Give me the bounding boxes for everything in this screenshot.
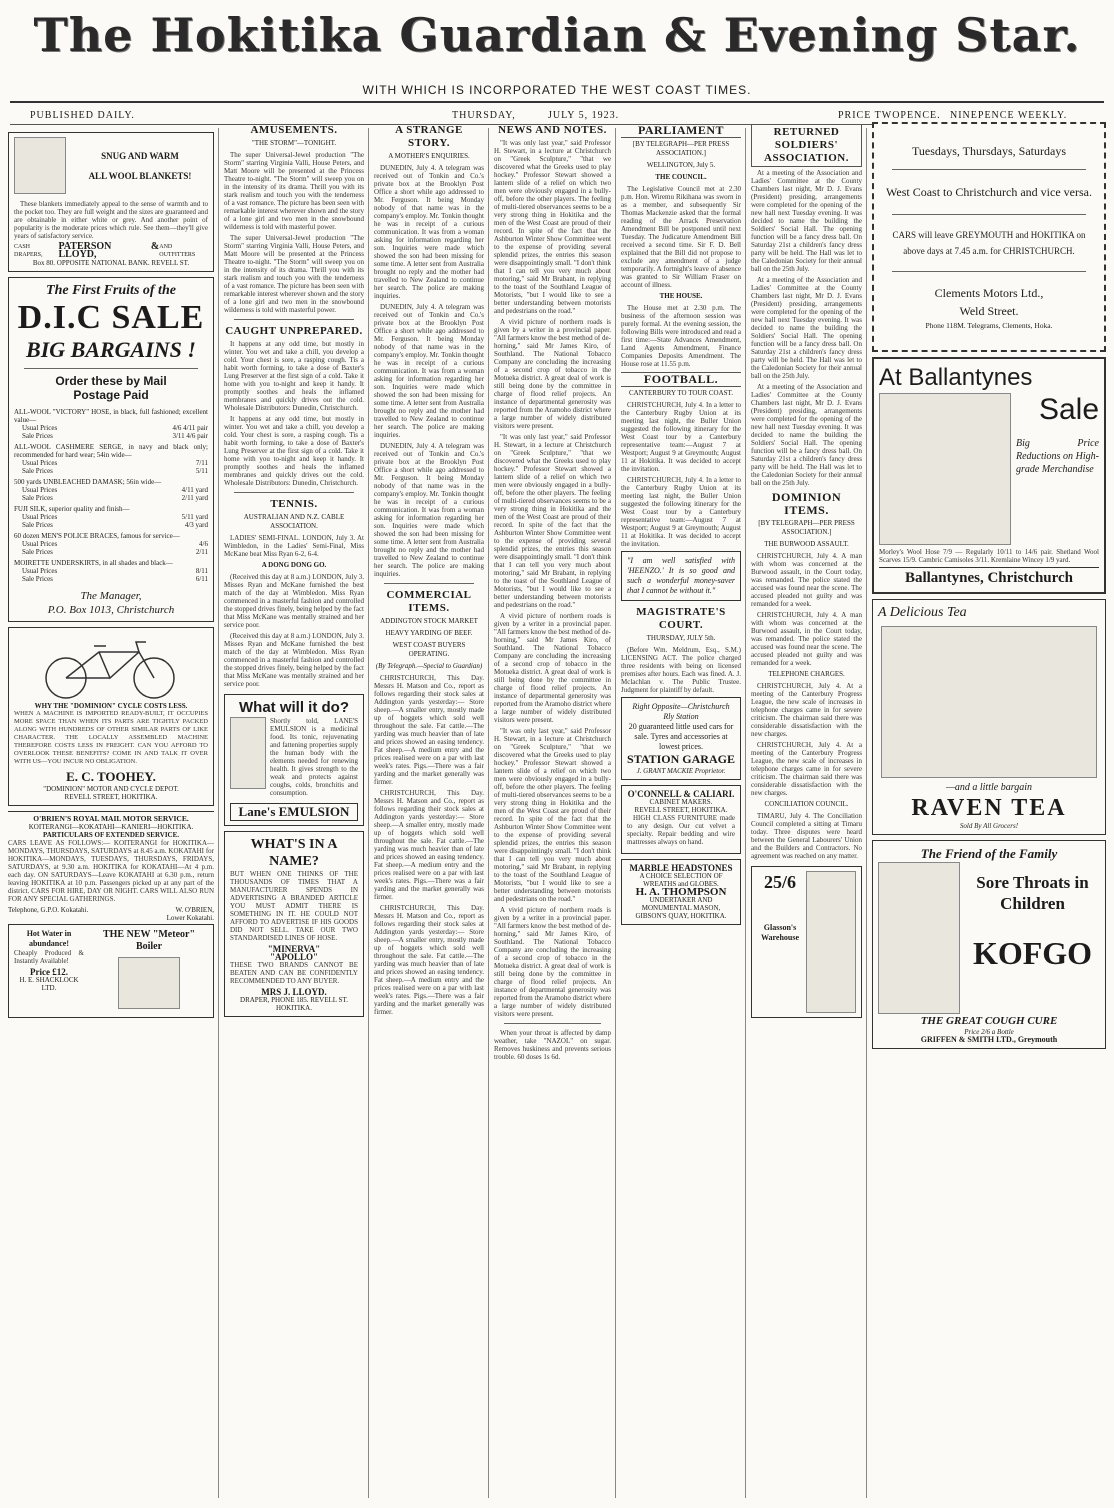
station-sub: J. GRANT MACKIE Proprietor. (636, 767, 726, 775)
marble-body: A CHOICE SELECTION OF WREATHS and GLOBES. (639, 872, 723, 888)
boiler-illustration (118, 957, 180, 1009)
rsa-body-cont: At a meeting of the Association and Ladies' Committee at the County Chambers last night, Mr D. J. Evans (President) presiding, arrangements were completed for the opening of the new hall next Tuesday evening. It was decided to name the building the Soldiers' Social Hall. The opening function will be a fancy dress ball. On Saturday 21st a children's fancy dress party will be held. The Hall was let to the Caledonian Society for their annual ball on the 25th July. (751, 276, 862, 380)
dic-item-list (14, 408, 208, 583)
name-body: BUT WHEN ONE THINKS OF THE THOUSANDS OF TIMES THAT A MANUFACTURER SPENDS IN ADVERTISING A BRANDED ARTICLE YOU MUST ADMIT THERE IS SOMETHING IN IT. HE COULD NOT AFFORD TO ADVERTISE IF HIS GOODS DID NOT SELL. TAKE OUR TWO STANDARDISED LINES OF HOSE. (230, 870, 358, 942)
news-body2-cont2: A vivid picture of northern roads is given by a writer in a provincial paper. "All farmers know the best method of de-horning," said Mr James Kiro, of Southland. The National Tobacco Company are concluding the increasing of a second crop of tobacco in the Motueka district. A great deal of work is still being done by the committee in charge of flood relief projects. An instance of departmental generosity was reported from the Aramoho district where a large number of widely distributed visitors were present. (494, 906, 611, 1018)
dic-item-name: ALL-WOOL "VICTORY" HOSE, in black, full fashioned; excellent value— (14, 408, 208, 424)
raven-tea-ad (872, 599, 1106, 835)
kofgo-sore: Sore Throats in Children (976, 873, 1089, 913)
marble-address: GIBSON'S QUAY, HOKITIKA. (635, 912, 727, 920)
ballantynes-sign: Ballantynes, Christchurch (879, 567, 1099, 588)
news-body2: A vivid picture of northern roads is given by a writer in a provincial paper. "All farmers know the best method of de-horning," said Mr James Kiro, of Southland. The National Tobacco Company are concluding the increasing of a second crop of tobacco in the Motueka district. A great deal of work is still being done by the committee in charge of flood relief projects. An instance of departmental generosity was reported from the Aramoho district where a large number of widely distributed visitors were present. (494, 318, 611, 430)
lanes-heading: What will it do? (239, 699, 349, 716)
parliament-place: WELLINGTON, July 5. (646, 161, 716, 169)
commercial-body-cont: CHRISTCHURCH, This Day. Messrs H. Matson and Co., report as follows regarding their stock sales at Addington yards yesterday:— Store sheep.—A smaller entry, mostly made up of hoggets which sold well throughout the sale. Fat cattle.—The yarding was much heavier than of late and prices showed an easing tendency. Fat sheep.—A medium entry and the prices realised were on a par with last week's rates. Pigs.—There was a fair yarding and the market generally was firmer. (374, 789, 484, 901)
kofgo-brand: KOFGO (972, 935, 1093, 971)
dic-usual-price: 4/6 (199, 540, 208, 548)
strange-body-cont: DUNEDIN, July 4. A telegram was received out of Tonkin and Co.'s private box at the Brooklyn Post Office a short while ago addressed to Mr. Ferguson. It being Monday nobody of that name was in the company's employ. Mr. Tonkin thought he was in receipt of a curious communication. It was from a woman asking for information regarding her son. Inquiries were made which showed the son had been missing for some time. A letter sent from Australia brought no reply and the mother had travelled to New Zealand to continue her search. The police are making inquiries. (374, 303, 484, 439)
dic-subtitle: BIG BARGAINS ! (26, 337, 196, 362)
dic-usual-price: 8/11 (195, 567, 208, 575)
mail-body: CARS LEAVE AS FOLLOWS:— KOITERANGI for HOKITIKA—MONDAYS, THURSDAYS, SATURDAYS at 8.45 a.m. KOKATAHI for HOKITIKA—MONDAYS, TUESDAYS, THURSDAYS, FRIDAYS, SATURDAYS, at 9.30 a.m. HOKITIKA for KOKATAHI—At 4 p.m. each day. ON SATURDAYS—Leave KOKATAHI at 6.30 p.m., return leaving HOKITIKA at 10 p.m. Passengers picked up at any part of the district. CARS FOR HIRE, DAY OR NIGHT. CARS WILL ALSO RUN FOR ANY SPECIAL GATHERINGS. (8, 839, 214, 903)
amusements-subheading: "THE STORM"—TONIGHT. (251, 139, 337, 147)
dic-item (14, 408, 208, 440)
toohey-sub: "DOMINION" MOTOR AND CYCLE DEPOT. (43, 785, 179, 793)
mail-telephone: Telephone, G.P.O. Kokatahi. (8, 906, 89, 914)
paterson-lloyd-ad (8, 132, 214, 272)
kofgo-firm: GRIFFEN & SMITH LTD., Greymouth (920, 1035, 1058, 1044)
marble-sub: UNDERTAKER AND MONUMENTAL MASON, (641, 896, 721, 912)
column-divider (615, 128, 616, 1498)
heenzo-ad: "I am well satisfied with 'HEENZO.' It is so good and such a wonderful money-saver that I cannot be without it." (621, 551, 741, 601)
parliament-heading: PARLIAMENT (621, 124, 741, 138)
dic-usual-label: Usual Prices (22, 424, 58, 432)
dic-sale-label: Sale Prices (22, 467, 53, 475)
column-6 (751, 120, 862, 1500)
news-body-cont: "It was only last year," said Professor H. Stewart, in a lecture at Christchurch on "Greek Sculpture," "that we discovered what the Greeks used to play hockey." Professor Stewart showed a lantern slide of a relief on which two men were obviously engaged in a bully-off, before the other players. The feeling of multi-tiered observances seems to be a very strong thing in Hokitika and the men of the West Coast are proud of their record. In spite of the fact that the Ashburton Winter Show Committee went to the expense of providing several splendid prizes, the entries this season were disappointingly small. "I don't think that I can tell you very much about motoring," said Mr Brabant, in replying to the toast of the Southland League of Motorists, "but I would like to see a better understanding between motorists and pedestrians on the road." (494, 433, 611, 609)
strange-body: DUNEDIN, July 4. A telegram was received out of Tonkin and Co.'s private box at the Brooklyn Post Office a short while ago addressed to Mr. Ferguson. It being Monday nobody of that name was in the company's employ. Mr. Tonkin thought he was in receipt of a curious communication. It was from a woman asking for information regarding her son. Inquiries were made which showed the son had been missing for some time. A letter sent from Australia brought no reply and the mother had travelled to New Zealand to continue her search. The police are making inquiries. (374, 164, 484, 300)
mail-title: O'BRIEN'S ROYAL MAIL MOTOR SERVICE. (33, 814, 189, 823)
amusements-body: The super Universal-Jewel production "The Storm" starring Virginia Valli, House Peters, and Matt Moore will be presented at the Princess Theatre to-night. "The Storm" will sweep you on in the intensity of its drama. Thrill you with its stark realism and touch you with the tenderness of a vast romance. The picture has been seen with remarkable interest wherever shown and the story of a lone girl and two men in the snowbound wilderness is told with masterful power. (224, 151, 364, 231)
column-3 (374, 120, 484, 1500)
name-brand-minerva: "MINERVA" (267, 944, 321, 954)
dic-item (14, 505, 208, 529)
dic-usual-label: Usual Prices (22, 540, 58, 548)
station-name: STATION GARAGE (627, 752, 735, 766)
news-body2-cont: A vivid picture of northern roads is given by a writer in a provincial paper. "All farmers know the best method of de-horning," said Mr James Kiro, of Southland. The National Tobacco Company are concluding the increasing of a second crop of tobacco in the Motueka district. A great deal of work is still being done by the committee in charge of flood relief projects. An instance of departmental generosity was reported from the Aramoho district where a large number of widely distributed visitors were present. (494, 612, 611, 724)
dic-item (14, 559, 208, 583)
commercial-sub1: ADDINGTON STOCK MARKET (380, 617, 478, 625)
column-5 (621, 120, 741, 1500)
name-brand-apollo: "APOLLO" (270, 952, 318, 962)
marble-heading: MARBLE HEADSTONES (629, 863, 733, 873)
lady-illustration (879, 393, 1011, 545)
name-sign: MRS J. LLOYD. (261, 987, 327, 997)
magistrate-subheading: THURSDAY, JULY 5th. (646, 634, 716, 642)
dic-sign-box: P.O. Box 1013, Christchurch (47, 604, 175, 616)
dic-usual-price: 7/11 (195, 459, 208, 467)
news-heading: NEWS AND NOTES. (498, 124, 607, 136)
clements-name: Clements Motors Ltd., (934, 286, 1044, 300)
boiler-name: THE NEW "Meteor" Boiler (102, 929, 196, 952)
column-divider (745, 128, 746, 1498)
ballantynes-sale: Sale (1038, 393, 1099, 426)
masthead-title: The Hokitika Guardian & Evening Star. (33, 8, 1081, 62)
magistrate-heading: MAGISTRATE'S COURT. (636, 606, 726, 631)
dateline-date: JULY 5, 1923. (548, 110, 620, 121)
dic-item-name: MOIRETTE UNDERSKIRTS, in all shades and black— (14, 559, 173, 567)
dominion-body-cont: CHRISTCHURCH, July 4. A man with whom was concerned at the Burwood assault, in the Court today, was remanded. The police stated the accused was found near the scene. The accused pleaded not guilty and was remanded for a week. (751, 611, 862, 667)
mother-child-illustration (878, 862, 960, 1014)
masthead-subtitle: WITH WHICH IS INCORPORATED THE WEST COAST TIMES. (362, 83, 752, 97)
glasson-price: 25/6 (763, 872, 796, 892)
tea-tagline: —and a little bargain (945, 782, 1033, 793)
mail-subtitle: PARTICULARS OF EXTENDED SERVICE. (42, 831, 180, 839)
lanes-emulsion-ad (224, 694, 364, 826)
clements-route: West Coast to Christchurch and vice versa. (886, 185, 1092, 199)
ballantynes-at: At Ballantynes (879, 364, 1033, 391)
dic-sale-price: 2/11 yard (181, 494, 208, 502)
bottle-illustration (230, 717, 266, 789)
kofgo-ad (872, 840, 1106, 1049)
name-tail: THESE TWO BRANDS CANNOT BE BEATEN AND CAN BE CONFIDENTLY RECOMMENDED TO ANY BUYER. (230, 961, 358, 985)
parliament-council: THE COUNCIL. (655, 173, 707, 181)
snug-body: These blankets immediately appeal to the sense of warmth and to the pocket too. They are full weight and the sizes are guaranteed and are obtainable in either white or grey. And another point of popularity is the moderate prices which rule. See them—they'll give years of satisfactory service. (14, 200, 208, 240)
thompson-headstones-ad (621, 859, 741, 925)
dic-usual-label: Usual Prices (22, 567, 58, 575)
dong-body-cont: (Received this day at 8 a.m.) LONDON, July 3. Misses Ryan and McKane furnished the best match of the day at Wimbledon. Miss Ryan commenced in a masterful fashion and controlled the stopped drives finely, being helped by the fact that Miss McKane was mentally strained and her service poor. (224, 632, 364, 688)
clements-motors-ad (872, 122, 1106, 352)
kofgo-cure: THE GREAT COUGH CURE (920, 1015, 1058, 1027)
commercial-heading: COMMERCIAL ITEMS. (386, 589, 472, 614)
dic-sale-label: Sale Prices (22, 432, 53, 440)
dic-usual-label: Usual Prices (22, 513, 58, 521)
snug-firm: PATERSON & LLOYD, (58, 241, 160, 260)
clements-days: Tuesdays, Thursdays, Saturdays (911, 144, 1066, 158)
cc-address: REVELL STREET, HOKITIKA. (634, 806, 728, 814)
tennis-body: LADIES' SEMI-FINAL. LONDON, July 3. At Wimbledon, in the Ladies' Semi-Final, Miss McKane beat Miss Ryan 6-2, 6-4. (224, 534, 364, 558)
mail-location: Lower Kokatahi. (166, 914, 214, 922)
magistrate-body: (Before Wm. Meldrum, Esq., S.M.) LICENSING ACT. The police charged three residents with being on licensed premises after hours. Each was fined. A. J. Mclachlan v. The Public Trustee. Judgment for plaintiff by default. (621, 646, 741, 694)
rsa-body-cont2: At a meeting of the Association and Ladies' Committee at the County Chambers last night, Mr D. J. Evans (President) presiding, arrangements were completed for the opening of the new hall next Tuesday evening. It was decided to name the building the Soldiers' Social Hall. The opening function will be a fancy dress ball. On Saturday 21st a children's fancy dress party will be held. The Hall was let to the Caledonian Society for their annual ball on the 25th July. (751, 383, 862, 487)
cycle-caption: WHY THE "DOMINION" CYCLE COSTS LESS. (34, 702, 188, 710)
glasson-name: Glasson's Warehouse (760, 923, 800, 942)
published-daily: PUBLISHED DAILY. (30, 110, 135, 121)
column-divider (218, 128, 219, 1498)
column-4 (494, 120, 611, 1500)
cycle-body: WHEN A MACHINE IS IMPORTED READY-BUILT, IT OCCUPIES MORE SPACE THAN WHEN ITS PARTS ARE TIGHTLY PACKED ALONG WITH HUNDREDS OF OTHER SIMILAR PARTS OF LIKE CHARACTER. THE LOCALLY ASSEMBLED MACHINE THEREFORE COSTS LESS IN FREIGHT. CAN YOU AFFORD TO OVERLOOK THESE BENEFITS? COME IN AND TALK IT OVER WITH US—YOU INCUR NO OBLIGATION. (14, 710, 208, 765)
commercial-body: CHRISTCHURCH, This Day. Messrs H. Matson and Co., report as follows regarding their stock sales at Addington yards yesterday:— Store sheep.—A smaller entry, mostly made up of hoggets which sold well throughout the sale. Fat cattle.—The yarding was much heavier than of late and prices showed an easing tendency. Fat sheep.—A medium entry and the prices realised were on a par with last week's rates. Pigs.—There was a fair yarding and the market generally was firmer. (374, 674, 484, 786)
tennis-subheading: AUSTRALIAN AND N.Z. CABLE ASSOCIATION. (243, 513, 345, 530)
column-1 (8, 130, 214, 1500)
parliament-house: THE HOUSE. (659, 292, 703, 300)
football-heading: FOOTBALL. (621, 372, 741, 387)
conciliation-heading: CONCILIATION COUNCIL. (764, 800, 849, 808)
column-divider (368, 128, 369, 1498)
snug-subtitle: ALL WOOL BLANKETS! (88, 170, 192, 181)
dic-title: D.I.C SALE (17, 299, 205, 336)
snug-firm-left: CASH DRAPERS, (14, 244, 43, 258)
kofgo-heading: The Friend of the Family (920, 846, 1058, 861)
rsa-heading: RETURNED SOLDIERS' ASSOCIATION. (751, 124, 862, 167)
snug-title: SNUG AND WARM (101, 150, 179, 161)
name-heading: WHAT'S IN A NAME? (250, 837, 338, 869)
tennis-heading: TENNIS. (270, 498, 318, 510)
dic-sale-price: 3/11 4/6 pair (172, 432, 208, 440)
parliament-body: The Legislative Council met at 2.30 p.m. Hon. Wiremu Rikihana was sworn in as a member, and subsequently Sir Thomas Mackenzie asked that the formal reading of the Arrack Preservation Amendment Bill be postponed until next Tuesday. The Judicature Amendment Bill received a second time. Sir F. D. Bell explained that the Bill did not propose to exclude any amendment of a judge temporarily. A fortnight's leave of absence was granted to Sir William Fraser on account of illness. (621, 185, 741, 289)
tea-brand: RAVEN TEA (911, 795, 1067, 821)
rsa-body: At a meeting of the Association and Ladies' Committee at the County Chambers last night, Mr D. J. Evans (President) presiding, arrangements were completed for the opening of the new hall next Tuesday evening. It was decided to name the building the Soldiers' Social Hall. The opening function will be a fancy dress ball. On Saturday 21st a children's fancy dress party will be held. The Hall was let to the Caledonian Society for their annual ball on the 25th July. (751, 169, 862, 273)
ballantynes-big: Big Price Reductions on High-grade Merchandise (1016, 438, 1099, 475)
telephone-body-cont: CHRISTCHURCH, July 4. At a meeting of the Canterbury Progress League, the new scale of increases in telephone charges came in for severe criticism. The chairman said there was considerable dissatisfaction with the new charges. (751, 741, 862, 797)
news-body: "It was only last year," said Professor H. Stewart, in a lecture at Christchurch on "Greek Sculpture," "that we discovered what the Greeks used to play hockey." Professor Stewart showed a lantern slide of a relief on which two men were obviously engaged in a bully-off, before the other players. The feeling of multi-tiered observances seems to be a very strong thing in Hokitika and the men of the West Coast are proud of their record. In spite of the fact that the Ashburton Winter Show Committee went to the expense of providing several splendid prizes, the entries this season were disappointingly small. "I don't think that I can tell you very much about motoring," said Mr Brabant, in replying to the toast of the Southland League of Motorists, "but I would like to see a better understanding between motorists and pedestrians on the road." (494, 139, 611, 315)
caught-body: It happens at any odd time, but mostly in winter. You wet and take a chill, you develop a cold. Your chest is sore, a rasping cough. Tis a habit worth forming, to take a dose of Baxter's Lung Preserver at the first sign of a cold. Take it home with you to-night and keep it handy. It promptly soothes and heals the inflamed membranes and quickly drives out the cold. Wholesale Distributors: Dunedin, Christchurch. (224, 340, 364, 412)
marble-name: H. A. THOMPSON (635, 886, 727, 898)
dominion-subheading: THE BURWOOD ASSAULT. (764, 540, 849, 548)
parliament-house-body: The House met at 2.30 p.m. The business of the afternoon session was purely formal. At the evening session, the following Bills were introduced and read a first time:—State Advances Amendment, Land Agents Amendment, Finance Companies Deposits Amendment. The House rose at 11.55 p.m. (621, 304, 741, 368)
conciliation-body: TIMARU, July 4. The Conciliation Council completed a sitting at Timaru today. Three disputes were heard between the General Labourers' Union and the Builders and Contractors. No agreement was reached on any matter. (751, 812, 862, 860)
mail-route: KOITERANGI—KOKATAHI—KANIERI—HOKITIKA. (28, 823, 194, 831)
dominion-cycle-ad (8, 627, 214, 806)
price-weekly: NINEPENCE WEEKLY. (950, 110, 1068, 121)
whats-in-a-name-ad (224, 831, 364, 1017)
obrien-mail-ad (8, 811, 214, 922)
dic-usual-label: Usual Prices (22, 459, 58, 467)
commercial-byline: (By Telegraph.—Special to Guardian) (375, 662, 483, 670)
dic-postage: Postage Paid (73, 388, 149, 402)
dic-sign-manager: The Manager, (80, 590, 142, 602)
dic-item (14, 478, 208, 502)
station-top: Right Opposite—Christchurch Rly Station (632, 702, 730, 721)
dic-sale-label: Sale Prices (22, 521, 53, 529)
football-body-cont: CHRISTCHURCH, July 4. In a letter to the Canterbury Rugby Union at its meeting last night, the Buller Union suggested the following itinerary for the West Coast tour by a Canterbury representative team:—August 7 at Westport; August 9 at Greymouth; August 11 at Hokitika. It was decided to accept the invitation. (621, 476, 741, 548)
strange-body-cont2: DUNEDIN, July 4. A telegram was received out of Tonkin and Co.'s private box at the Brooklyn Post Office a short while ago addressed to Mr. Ferguson. It being Monday nobody of that name was in the company's employ. Mr. Tonkin thought he was in receipt of a curious communication. It was from a woman asking for information regarding her son. Inquiries were made which showed the son had been missing for some time. A letter sent from Australia brought no reply and the mother had travelled to New Zealand to continue her search. The police are making inquiries. (374, 442, 484, 578)
football-subheading: CANTERBURY TO TOUR COAST. (628, 389, 734, 397)
dominion-body: CHRISTCHURCH, July 4. A man with whom was concerned at the Burwood assault, in the Court today, was remanded. The police stated the accused was found near the scene. The accused pleaded not guilty and was remanded for a week. (751, 552, 862, 608)
dic-sale-price: 2/11 (195, 548, 208, 556)
boiler-subhead: Cheaply Produced & Instantly Available! (14, 949, 84, 965)
parliament-byline: [BY TELEGRAPH—PER PRESS ASSOCIATION.] (632, 140, 730, 157)
dong-heading: A DONG DONG GO. (261, 561, 327, 569)
dic-sale-price: 5/11 (195, 467, 208, 475)
dic-item (14, 443, 208, 475)
dic-sale-label: Sale Prices (22, 575, 53, 583)
amusements-body-cont: The super Universal-Jewel production "The Storm" starring Virginia Valli, House Peters, and Matt Moore will be presented at the Princess Theatre to-night. "The Storm" will sweep you on in the intensity of its drama. Thrill you with its stark realism and touch you with the tenderness of a vast romance. The picture has been seen with remarkable interest wherever shown and the story of a lone girl and two men in the snowbound wilderness is told with masterful power. (224, 234, 364, 314)
snug-address: Box 80. OPPOSITE NATIONAL BANK. REVELL ST. (32, 259, 190, 267)
station-garage-ad (621, 697, 741, 780)
cc-body: HIGH CLASS FURNITURE made to any design. Our cut velvet a specialty. Repair bedding and wire mattresses always on hand. (627, 814, 735, 846)
dic-item (14, 532, 208, 556)
dic-usual-price: 4/11 yard (181, 486, 208, 494)
dic-sale-price: 6/11 (195, 575, 208, 583)
lanes-brand: Lane's EMULSION (230, 803, 358, 821)
clements-phone: Phone 118M. Telegrams, Clements, Hoka. (925, 321, 1053, 330)
strange-heading: A STRANGE STORY. (395, 124, 463, 149)
mail-sign: W. O'BRIEN, (175, 906, 214, 914)
dic-usual-price: 5/11 yard (181, 513, 208, 521)
cc-name: O'CONNELL & CALIARI. (627, 789, 735, 799)
dominion-heading: DOMINION ITEMS. (771, 490, 842, 517)
boiler-firm: H. E. SHACKLOCK LTD. (19, 976, 79, 992)
football-body: CHRISTCHURCH, July 4. In a letter to the Canterbury Rugby Union at its meeting last night, the Buller Union suggested the following itinerary for the West Coast tour by a Canterbury representative team:—August 7 at Westport; August 9 at Greymouth; August 11 at Hokitika. It was decided to accept the invitation. (621, 401, 741, 473)
clements-street: Weld Street. (959, 304, 1019, 318)
dic-sale-price: 4/3 yard (184, 521, 208, 529)
strange-subheading: A MOTHER'S ENQUIRIES. (388, 152, 470, 160)
column-divider (866, 128, 867, 1498)
amusements-heading: AMUSEMENTS. (250, 124, 338, 136)
tea-sold: Sold By All Grocers! (959, 822, 1019, 830)
price-daily: PRICE TWOPENCE. (838, 110, 941, 121)
dic-pre: The First Fruits of the (46, 283, 176, 298)
commercial-sub3: WEST COAST BUYERS OPERATING. (392, 641, 466, 658)
column-divider (488, 128, 489, 1498)
dong-body: (Received this day at 8 a.m.) LONDON, July 3. Misses Ryan and McKane furnished the best match of the day at Wimbledon. Miss Ryan commenced in a masterful fashion and controlled the stopped drives finely, being helped by the fact that Miss McKane was mentally strained and her service poor. (224, 573, 364, 629)
boiler-headline: Hot Water in abundance! (26, 929, 72, 948)
dic-order: Order these by Mail (55, 374, 167, 388)
toohey-name: E. C. TOOHEY. (66, 769, 156, 784)
toohey-address: REVELL STREET, HOKITIKA. (64, 793, 158, 801)
tea-illustration (881, 626, 1097, 778)
kofgo-price: Price 2/6 a Bottle (964, 1028, 1014, 1036)
glasson-ad (751, 866, 862, 1018)
clements-cars: CARS will leave GREYMOUTH and HOKITIKA on above days at 7.45 a.m. for CHRISTCHURCH. (892, 230, 1086, 256)
caught-heading: CAUGHT UNPREPARED. (225, 325, 363, 337)
boiler-price: Price £12. (30, 967, 68, 977)
news-body-cont2: "It was only last year," said Professor H. Stewart, in a lecture at Christchurch on "Greek Sculpture," "that we discovered what the Greeks used to play hockey." Professor Stewart showed a lantern slide of a relief on which two men were obviously engaged in a bully-off, before the other players. The feeling of multi-tiered observances seems to be a very strong thing in Hokitika and the men of the West Coast are proud of their record. In spite of the fact that the Ashburton Winter Show Committee went to the expense of providing several splendid prizes, the entries this season were disappointingly small. "I don't think that I can tell you very much about motoring," said Mr Brabant, in replying to the toast of the Southland League of Motorists, "but I would like to see a better understanding between motorists and pedestrians on the road." (494, 727, 611, 903)
dic-sale-ad (8, 277, 214, 622)
telephone-body: CHRISTCHURCH, July 4. At a meeting of the Canterbury Progress League, the new scale of increases in telephone charges came in for severe criticism. The chairman said there was considerable dissatisfaction with the new charges. (751, 682, 862, 738)
coat-illustration (806, 871, 856, 1013)
dateline-day: THURSDAY, (452, 110, 516, 121)
column-2 (224, 120, 364, 1500)
bicycle-illustration (14, 632, 208, 702)
ballantynes-ad (872, 357, 1106, 594)
commercial-body-cont2: CHRISTCHURCH, This Day. Messrs H. Matson and Co., report as follows regarding their stock sales at Addington yards yesterday:— Store sheep.—A smaller entry, mostly made up of hoggets which sold well throughout the sale. Fat cattle.—The yarding was much heavier than of late and prices showed an easing tendency. Fat sheep.—A medium entry and the prices realised were on a par with last week's rates. Pigs.—There was a fair yarding and the market generally was firmer. (374, 904, 484, 1016)
dominion-byline: [BY TELEGRAPH—PER PRESS ASSOCIATION.] (758, 519, 855, 536)
dic-item-name: 60 dozen MEN'S POLICE BRACES, famous for service— (14, 532, 180, 540)
tea-heading: A Delicious Tea (878, 605, 967, 620)
column-7 (872, 120, 1106, 1500)
news-end: When your throat is affected by damp weather, take "NAZOL" on sugar. Removes huskiness and prevents serious trouble. 60 doses 1s 6d. (494, 1029, 611, 1061)
ballantynes-items: Morley's Wool Hose 7/9 — Regularly 10/11 to 14/6 pair. Shetland Wool Scarves 15/9. Cambric Camisoles 3/11. Kremlaine Wincey 1/9 yard. (879, 548, 1099, 564)
dic-sale-label: Sale Prices (22, 494, 53, 502)
masthead-rule (10, 101, 1104, 103)
station-body: 20 guaranteed little used cars for sale. Tyres and accessories at lowest prices. (628, 722, 734, 751)
dic-item-name: FUJI SILK, superior quality and finish— (14, 505, 130, 513)
lanes-body: Shortly told, LANE'S EMULSION is a medicinal food. Its tonic, rejuvenating and fattening properties supply the human body with the elements needed for renewing health. It gives strength to the weak and protects against coughs, colds, bronchitis and consumption. (270, 717, 358, 797)
commercial-sub2: HEAVY YARDING OF BEEF. (385, 629, 473, 637)
oconnell-caliari-ad (621, 785, 741, 854)
dic-usual-label: Usual Prices (22, 486, 58, 494)
blanket-illustration (14, 137, 66, 194)
telephone-heading: TELEPHONE CHARGES. (768, 670, 845, 678)
dic-usual-price: 4/6 4/11 pair (172, 424, 208, 432)
name-address: DRAPER, PHONE 185. REVELL ST. HOKITIKA. (240, 996, 348, 1012)
dic-item-name: 500 yards UNBLEACHED DAMASK; 56in wide— (14, 478, 162, 486)
snug-firm-right: AND OUTFITTERS (159, 244, 196, 258)
dic-item-name: ALL-WOOL CASHMERE SERGE, in navy and black only; recommended for hard wear; 54in wide— (14, 443, 208, 459)
dic-sale-label: Sale Prices (22, 548, 53, 556)
cc-sub: CABINET MAKERS. (649, 798, 713, 806)
caught-body-cont: It happens at any odd time, but mostly in winter. You wet and take a chill, you develop a cold. Your chest is sore, a rasping cough. Tis a habit worth forming, to take a dose of Baxter's Lung Preserver at the first sign of a cold. Take it home with you to-night and keep it handy. It promptly soothes and heals the inflamed membranes and quickly drives out the cold. Wholesale Distributors: Dunedin, Christchurch. (224, 415, 364, 487)
meteor-boiler-ad (8, 924, 214, 1018)
